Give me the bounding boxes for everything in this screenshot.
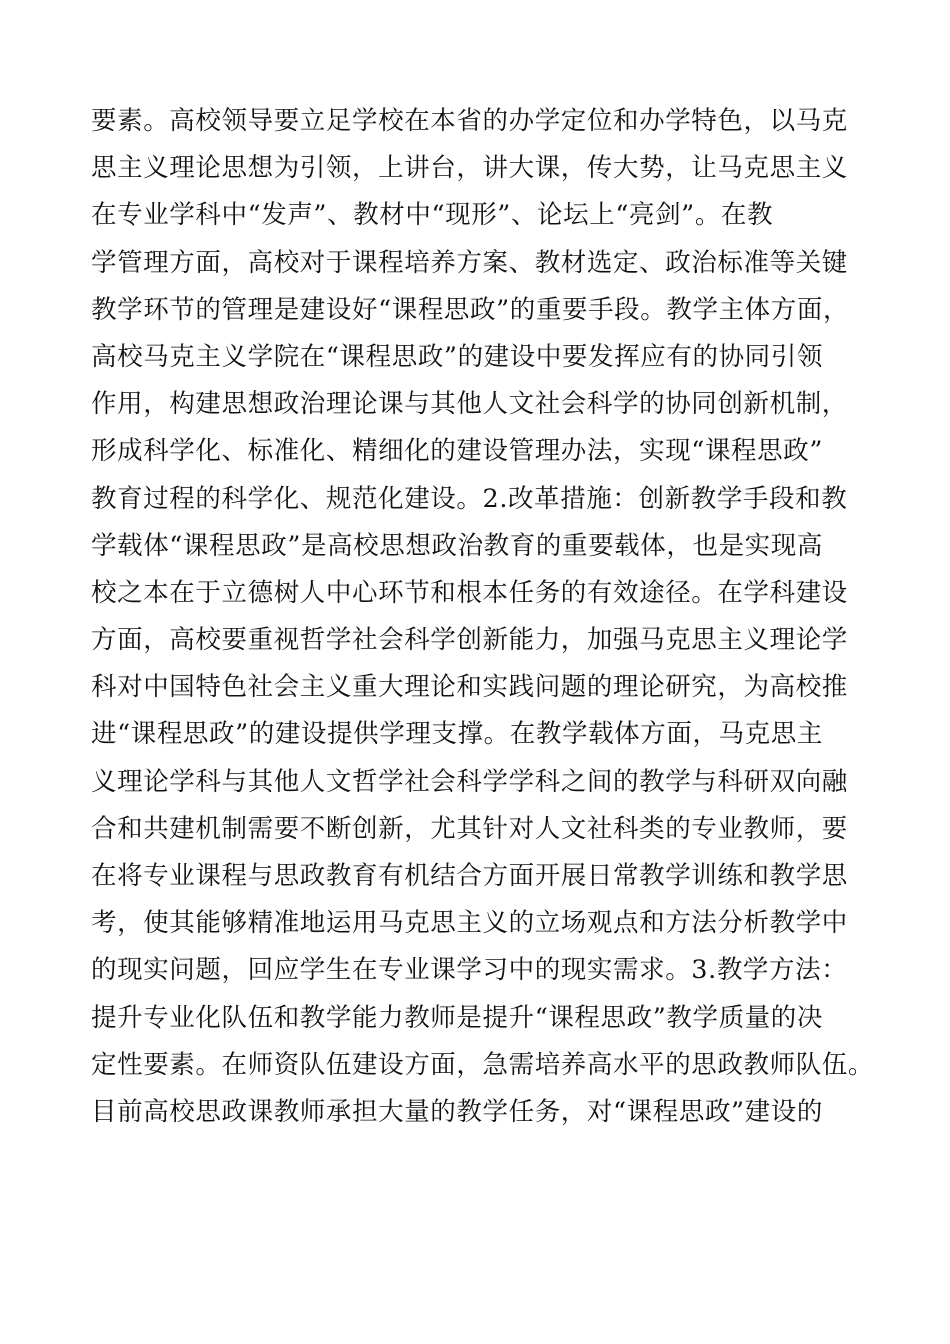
text-line: 定性要素。在师资队伍建设方面，急需培养高水平的思政教师队伍。 [91, 1049, 875, 1080]
text-line: 义理论学科与其他人文哲学社会科学学科之间的教学与科研双向融 [91, 766, 848, 797]
text-line: 方面，高校要重视哲学社会科学创新能力，加强马克思主义理论学 [91, 625, 848, 656]
body-text [91, 98, 875, 1136]
text-line: 作用，构建思想政治理论课与其他人文社会科学的协同创新机制， [91, 389, 848, 420]
text-line: 高校马克主义学院在“课程思政”的建设中要发挥应有的协同引领 [91, 341, 823, 372]
text-line: 教育过程的科学化、规范化建设。2.改革措施：创新教学手段和教 [91, 483, 848, 514]
text-line: 思主义理论思想为引领，上讲台，讲大课，传大势，让马克思主义 [91, 153, 848, 184]
text-line: 目前高校思政课教师承担大量的教学任务，对“课程思政”建设的 [91, 1096, 823, 1127]
text-line: 教学环节的管理是建设好“课程思政”的重要手段。教学主体方面， [91, 294, 850, 325]
text-line: 学管理方面，高校对于课程培养方案、教材选定、政治标准等关键 [91, 247, 848, 278]
text-line: 校之本在于立德树人中心环节和根本任务的有效途径。在学科建设 [91, 577, 848, 608]
text-line: 要素。高校领导要立足学校在本省的办学定位和办学特色，以马克 [91, 106, 848, 136]
text-line: 在将专业课程与思政教育有机结合方面开展日常教学训练和教学思 [91, 861, 848, 891]
text-line: 形成科学化、标准化、精细化的建设管理办法，实现“课程思政” [91, 436, 823, 467]
text-line: 学载体“课程思政”是高校思想政治教育的重要载体，也是实现高 [91, 530, 823, 561]
text-line: 科对中国特色社会主义重大理论和实践问题的理论研究，为高校推 [91, 672, 848, 703]
text-line: 合和共建机制需要不断创新，尤其针对人文社科类的专业教师，要 [91, 813, 848, 844]
text-line: 的现实问题，回应学生在专业课学习中的现实需求。3.教学方法： [91, 955, 848, 986]
text-line: 提升专业化队伍和教学能力教师是提升“课程思政”教学质量的决 [91, 1002, 823, 1033]
text-line: 考，使其能够精准地运用马克思主义的立场观点和方法分析教学中 [91, 908, 848, 939]
text-line: 在专业学科中“发声”、教材中“现形”、论坛上“亮剑”。在教 [91, 200, 774, 231]
text-line: 进“课程思政”的建设提供学理支撑。在教学载体方面，马克思主 [91, 719, 823, 750]
